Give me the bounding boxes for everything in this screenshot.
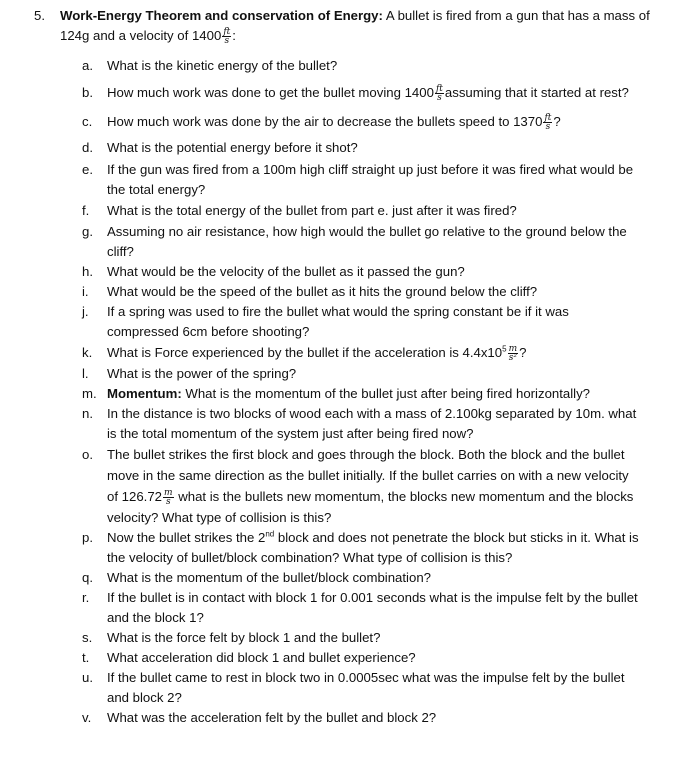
question-intro-text: A bullet is fired from a gun that has a mass of 124g and a velocity of 1400 [60,8,650,43]
list-item: e. If the gun was fired from a 100m high cliff straight up just before it was fired what would be the total energy? [82,162,634,197]
sub-question-list [82,56,642,728]
list-item: i. What would be the speed of the bullet as it hits the ground below the cliff? [82,284,538,299]
list-item: q. What is the momentum of the bullet/block combination? [82,570,431,585]
list-item: s. What is the force felt by block 1 and the bullet? [82,630,381,645]
velocity-unit-fraction: $\frac{ft}{s}$ [223,27,231,47]
list-item: j. If a spring was used to fire the bullet what would the spring constant be if it was compressed 6cm before shooting? [82,304,569,339]
question-header [34,6,654,46]
list-item: v. What was the acceleration felt by the bullet and block 2? [82,710,437,725]
list-item: l. What is the power of the spring? [82,366,297,381]
list-item: f. What is the total energy of the bullet from part e. just after it was fired? [82,203,517,218]
list-item: k. What is Force experienced by the bullet if the acceleration is $4.4x10^5$ $\frac{m}{\text{s²}}$ ? [82,344,527,364]
list-item: h. What would be the velocity of the bullet as it passed the gun? [82,264,465,279]
list-item: g. Assuming no air resistance, how high would the bullet go relative to the ground below the cliff? [82,224,627,259]
list-item: d. What is the potential energy before it shot? [82,140,358,155]
question-number: 5. [34,8,45,23]
list-item: u. If the bullet came to rest in block two in 0.0005sec what was the impulse felt by the bullet and block 2? [82,670,625,705]
question-title: Work-Energy Theorem and conservation of Energy: [60,8,383,23]
list-item: p. Now the bullet strikes the 2nd block and does not penetrate the block but sticks in it. What is the velocity of bullet/block combination? What type of collision is this? [82,529,639,565]
list-item: b. How much work was done to get the bullet moving 1400 $\frac{ft}{s}$ assuming that it started at rest? [82,84,629,104]
list-item: m. Momentum: What is the momentum of the bullet just after being fired horizontally? [82,386,591,401]
list-item: a. What is the kinetic energy of the bullet? [82,58,338,73]
question-intro: Work-Energy Theorem and conservation of Energy: A bullet is fired from a gun that has a mass of 124g and a velocity of 1400 $\frac{ft}{s}$ : [60,8,650,47]
list-item: n. In the distance is two blocks of wood each with a mass of 2.100kg separated by 10m. what is the total momentum of the system just after being fired now? [82,406,637,441]
list-item: t. What acceleration did block 1 and bullet experience? [82,650,416,665]
list-item: o. The bullet strikes the first block and goes through the block. Both the block and the bullet move in the same direction as the bullet initially. If the bullet carries on with a new velocity of 126.72 $\frac{m}{s}$ what is the bullets new momentum, the blocks new momentum and the blocks velocity? What type of collision is this? [82,447,634,525]
list-item: c. How much work was done by the air to decrease the bullets speed to 1370 $\frac{ft}{s}$ ? [82,113,561,133]
list-item: r. If the bullet is in contact with block 1 for 0.001 seconds what is the impulse felt by the bullet and the block 1? [82,590,638,625]
